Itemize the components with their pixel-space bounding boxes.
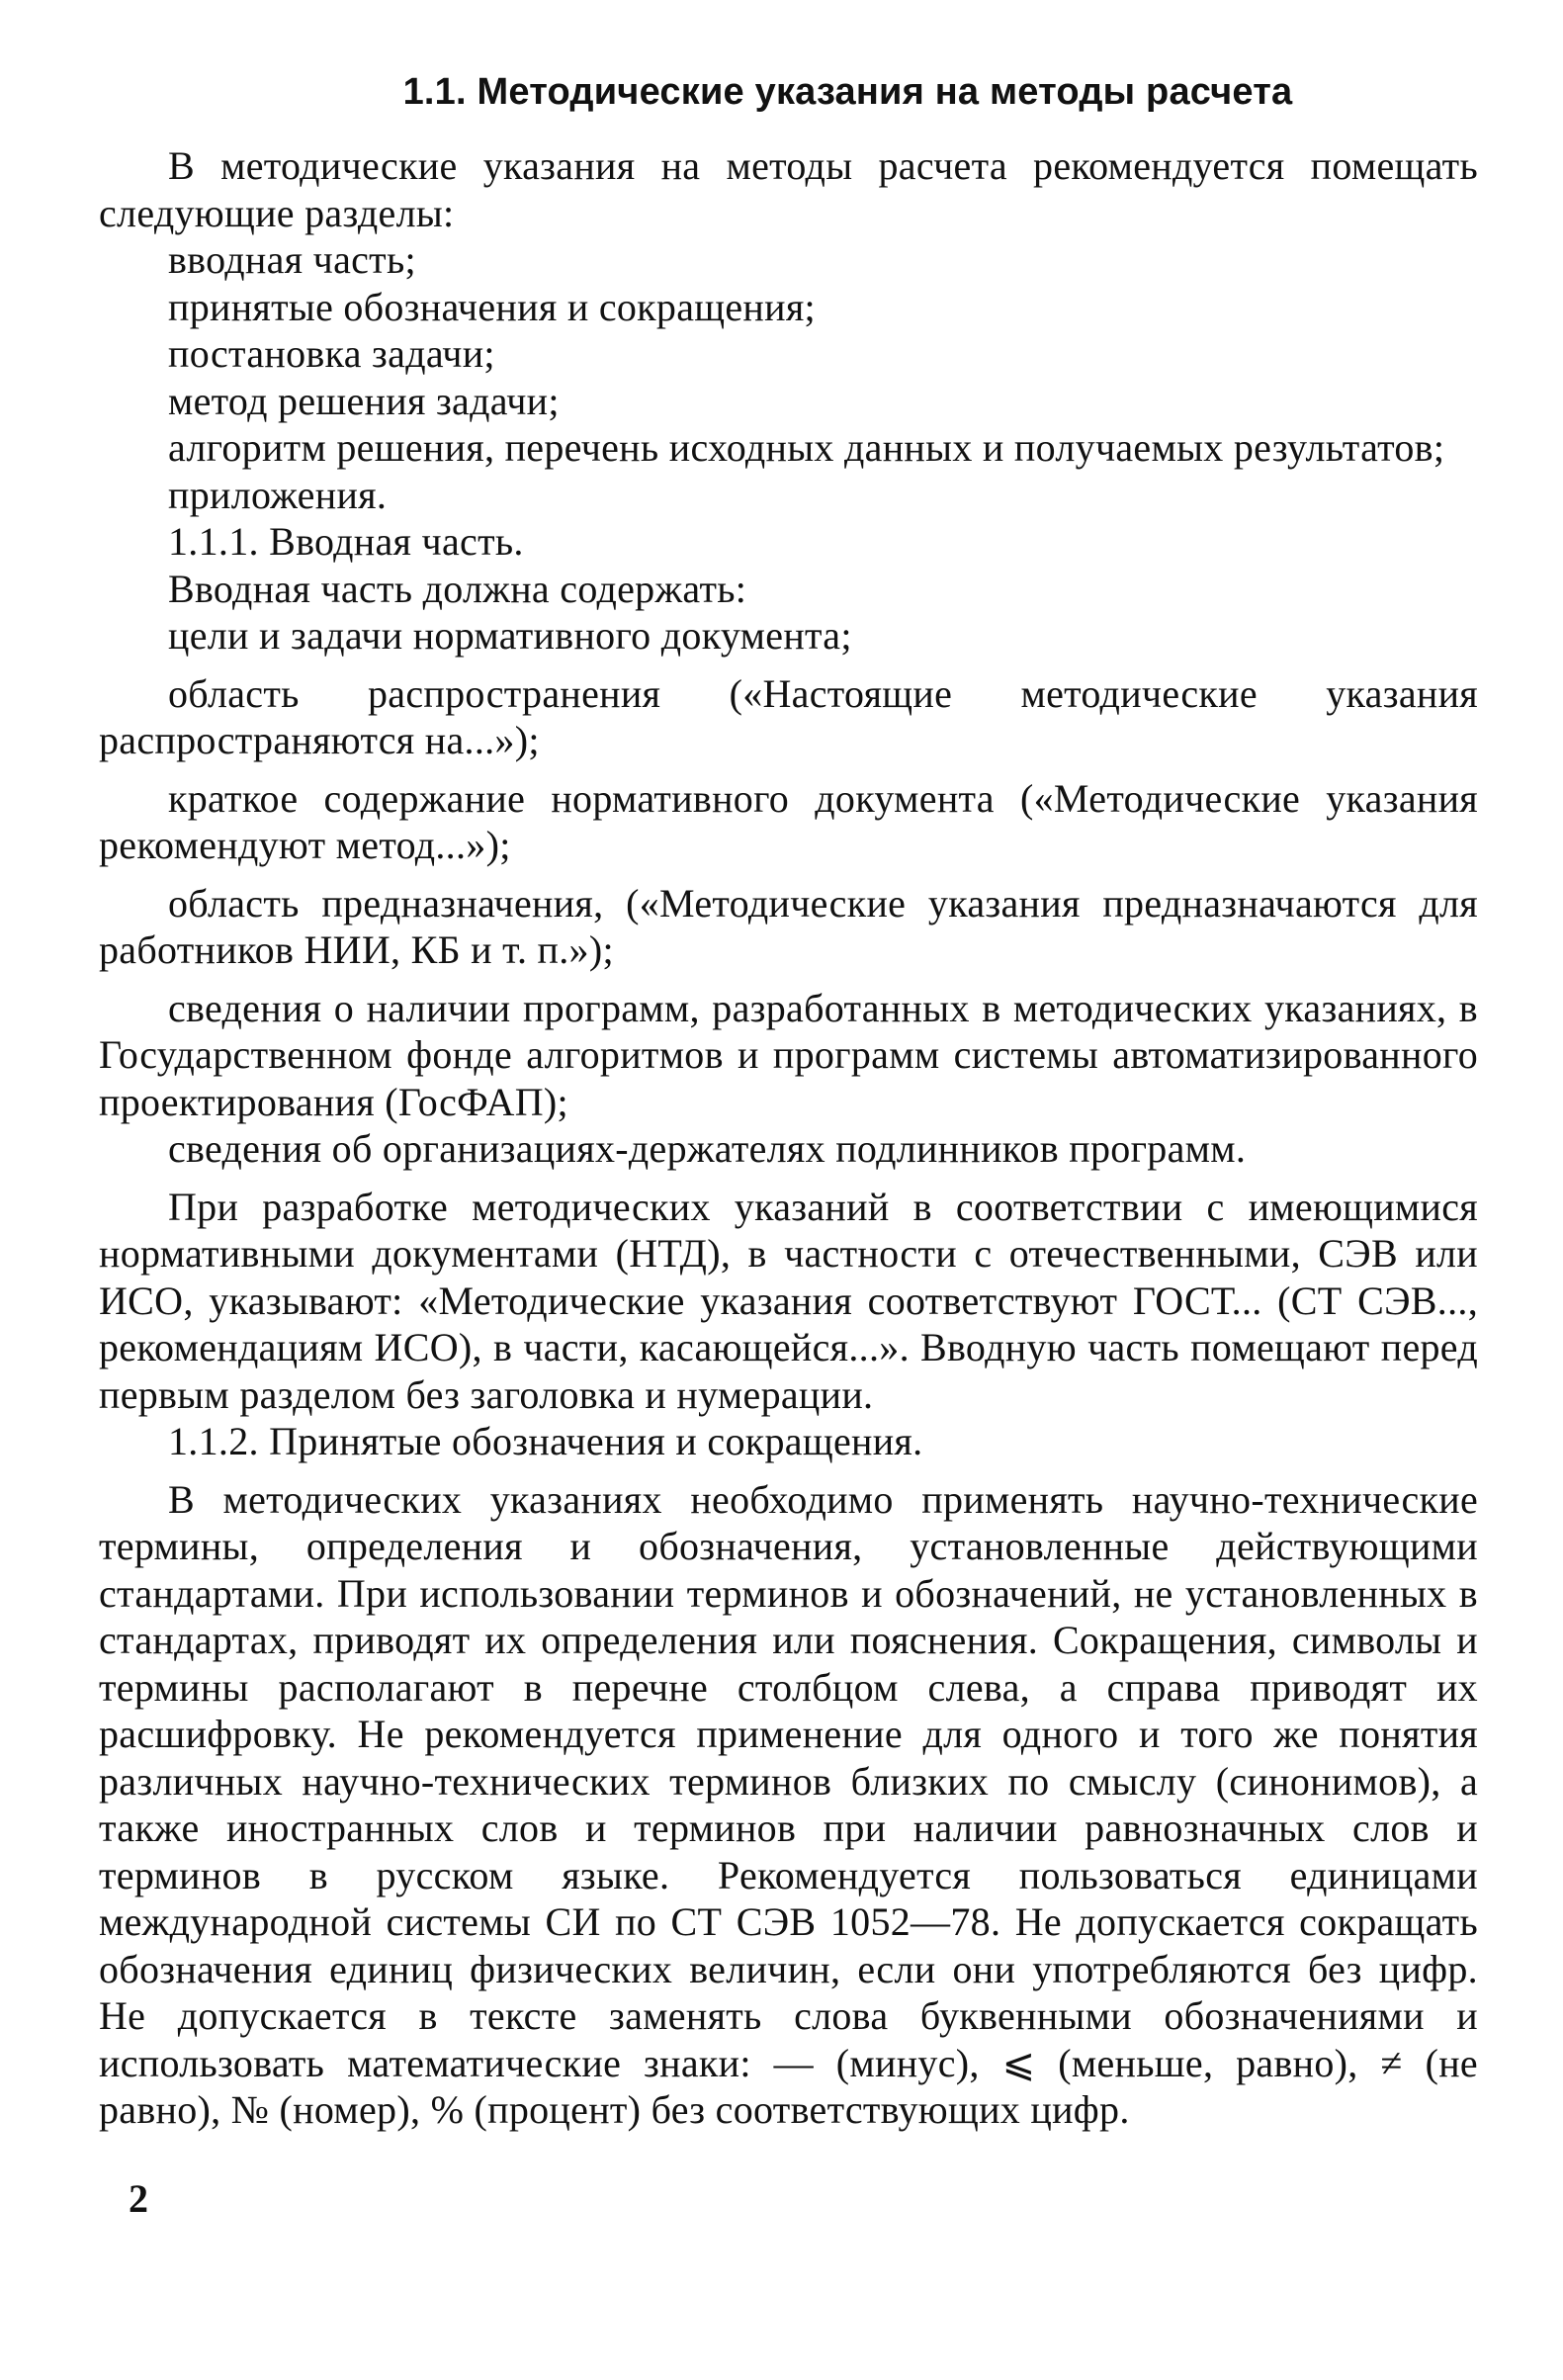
document-page	[99, 69, 1478, 2134]
page-number: 2	[129, 2176, 148, 2221]
subsection-heading-introduction: 1.1.1. Вводная часть.	[168, 519, 524, 564]
list-item-appendices: приложения.	[168, 472, 388, 517]
paragraph-introduction-content: Вводная часть должна содержать:	[168, 566, 747, 611]
list-item-solution-method: метод решения задачи;	[168, 378, 560, 423]
list-item-program-holders: сведения об организациях-держателях подлинников программ.	[168, 1126, 1247, 1171]
subsection-heading-notations: 1.1.2. Принятые обозначения и сокращения.	[168, 1419, 923, 1463]
list-item-programs: сведения о наличии программ, разработанных в методических указаниях, в Государственном фонде алгоритмов и программ системы автоматизированного проектирования (ГосФАП);	[99, 985, 1478, 1124]
list-item-notations: принятые обозначения и сокращения;	[168, 284, 816, 329]
list-item-summary: краткое содержание нормативного документа («Методические указания рекомендуют метод...»);	[99, 775, 1478, 867]
paragraph-terms-and-notations: В методических указаниях необходимо применять научно-технические термины, определения и обозначения, установленные действующими стандартами. При использовании терминов и обозначений, не установленных в стандартах, приводят их определения или пояснения. Сокращения, символы и термины располагают в перечне столбцом слева, а справа приводят их расшифровку. Не рекомендуется применение для одного и того же понятия различных научно-технических терминов близких по смыслу (синонимов), а также иностранных слов и терминов при наличии равнозначных слов и терминов в русском языке. Рекомендуется пользоваться единицами международной системы СИ по СТ СЭВ 1052—78. Не допускается сокращать обозначения единиц физических величин, если они употребляются без цифр. Не допускается в тексте заменять слова буквенными обозначениями и использовать математические знаки: — (минус), ⩽ (меньше, равно), ≠ (не равно), № (номер), % (процент) без соответствующих цифр.	[99, 1476, 1478, 2132]
paragraph-standards-compliance: При разработке методических указаний в соответствии с имеющимися нормативными документами (НТД), в частности с отечественными, СЭВ или ИСО, указывают: «Методические указания соответствуют ГОСТ... (СТ СЭВ..., рекомендациям ИСО), в части, касающейся...». Вводную часть помещают перед первым разделом без заголовка и нумерации.	[99, 1184, 1478, 1417]
list-item-goals: цели и задачи нормативного документа;	[168, 613, 852, 658]
section-title: 1.1. Методические указания на методы расчета	[402, 71, 1293, 113]
list-item-algorithm: алгоритм решения, перечень исходных данных и получаемых результатов;	[168, 425, 1445, 470]
list-item-scope: область распространения («Настоящие методические указания распространяются на...»);	[99, 670, 1478, 762]
list-item-problem-statement: постановка задачи;	[168, 331, 495, 376]
paragraph-intro: В методические указания на методы расчета рекомендуется помещать следующие разделы:	[99, 143, 1478, 235]
list-item-purpose: область предназначения, («Методические указания предназначаются для работников НИИ, КБ и т. п.»);	[99, 880, 1478, 972]
list-item-introduction: вводная часть;	[168, 237, 416, 282]
